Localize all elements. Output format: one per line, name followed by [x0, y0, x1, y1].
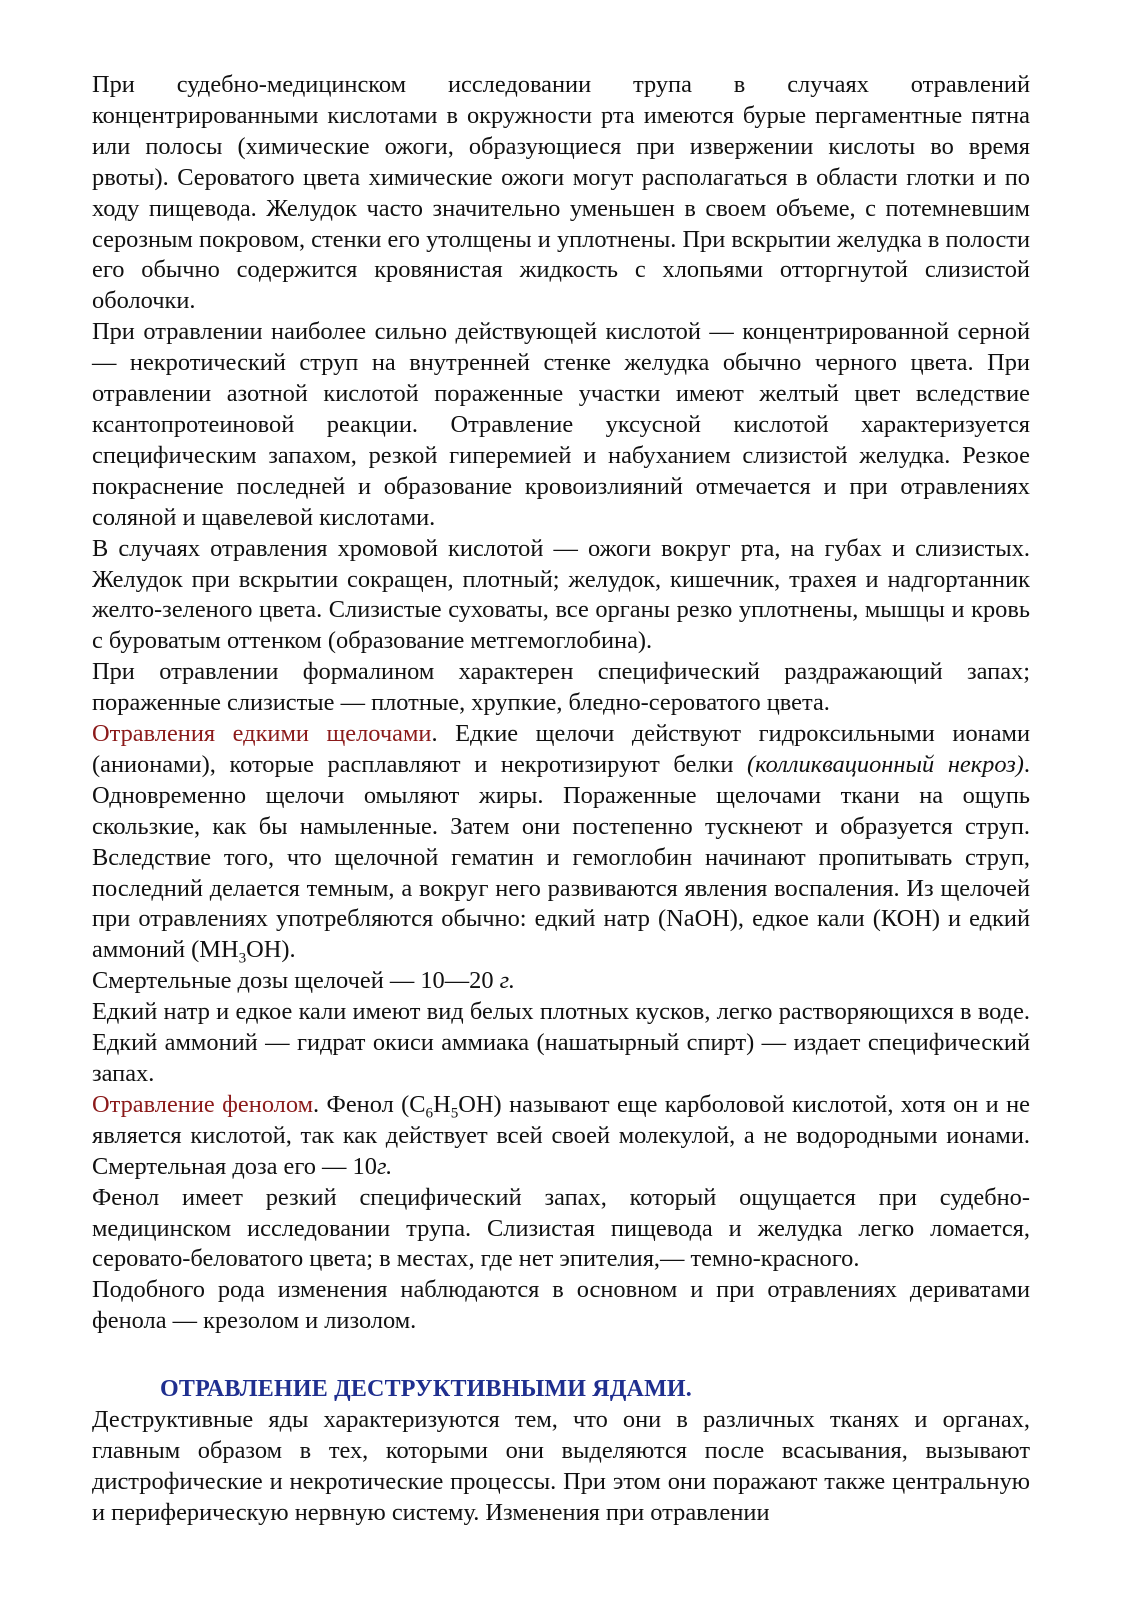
paragraph-formalin: При отравлении формалином характерен специфический раздражающий запах; пораженные слизистые — плотные, хрупкие, бледно-сероватого цвета. — [92, 658, 1030, 717]
italic-term: (колликвационный некроз) — [747, 750, 1024, 778]
section-heading: ОТРАВЛЕНИЕ ДЕСТРУКТИВНЫМИ ЯДАМИ. — [160, 1376, 692, 1403]
italic-unit: г. — [499, 967, 515, 995]
italic-unit: г. — [376, 1152, 393, 1180]
paragraph-caustic-alkalis — [92, 719, 1030, 966]
text-segment: . Одновременно щелочи омыляют жиры. Пораженные щелочами ткани на ощупь скользкие, как бы намыленные. Затем они постепенно тускнеют и образуется струп. Вследствие того, что щелочной гематин и гемоглобин начинают пропитывать струп, последний делается темным, а вокруг него развиваются явления воспаления. Из щелочей при отравлениях употребляются обычно: едкий натр (NaOH), едкое кали (КОН) и едкий аммоний (МН — [92, 750, 1030, 964]
term-phenol-poisoning: Отравление фенолом — [92, 1090, 314, 1118]
subscript: 5 — [450, 1105, 459, 1122]
text-segment: . Фенол (С — [313, 1090, 426, 1118]
paragraph-phenol — [92, 1090, 1030, 1183]
text-segment: ОН). — [246, 936, 296, 964]
paragraph-phenol-derivatives: Подобного рода изменения наблюдаются в основном и при отравлениях дериватами фенола — крезолом и лизолом. — [92, 1276, 1030, 1335]
text-segment: ОН) называют еще карболовой кислотой, хотя он и не является кислотой, так как действует всей своей молекулой, а не водородными ионами. Смертельная доза его — 10 — [92, 1090, 1030, 1180]
paragraph-sulfuric-acid: При отравлении наиболее сильно действующей кислотой — концентрированной серной — некротический струп на внутренней стенке желудка обычно черного цвета. При отравлении азотной кислотой пораженные участки имеют желтый цвет вследствие ксантопротеиновой реакции. Отравление уксусной кислотой характеризуется специфическим запахом, резкой гиперемией и набуханием слизистой желудка. Резкое покраснение последней и образование кровоизлияний отмечается и при отравлениях соляной и щавелевой кислотами. — [92, 318, 1030, 531]
paragraph-destructive-poisons: Деструктивные яды характеризуются тем, что они в различных тканях и органах, главным образом в тех, которыми они выделяются после всасывания, вызывают дистрофические и некротические процессы. При этом они поражают также центральную и периферическую нервную систему. Изменения при отравлении — [92, 1406, 1030, 1526]
document-page — [92, 70, 1030, 1529]
subscript: 3 — [238, 950, 247, 967]
paragraph-caustic-soda: Едкий натр и едкое кали имеют вид белых плотных кусков, легко растворяющихся в воде. Едкий аммоний — гидрат окиси аммиака (нашатырный спирт) — издает специфический запах. — [92, 998, 1030, 1087]
text-segment: . Едкие щелочи действуют гидроксильными ионами (анионами), которые расплавляют и некротизируют белки — [92, 720, 1031, 778]
paragraph-phenol-odor: Фенол имеет резкий специфический запах, который ощущается при судебно-медицинском исследовании трупа. Слизистая пищевода и желудка легко ломается, серовато-беловатого цвета; в местах, где нет эпителия,— темно-красного. — [92, 1183, 1030, 1273]
term-caustic-alkalis: Отравления едкими щелочами — [92, 720, 432, 748]
text-segment: Н — [433, 1090, 451, 1118]
paragraph-acid-autopsy: При судебно-медицинском исследовании трупа в случаях отравлений концентрированными кислотами в окружности рта имеются бурые пергаментные пятна или полосы (химические ожоги, образующиеся при извержении кислоты во время рвоты). Сероватого цвета химические ожоги могут располагаться в области глотки и по ходу пищевода. Желудок часто значительно уменьшен в своем объеме, с потемневшим серозным покровом, стенки его утолщены и уплотнены. При вскрытии желудка в полости его обычно содержится кровянистая жидкость с хлопьями отторгнутой слизистой оболочки. — [92, 71, 1030, 315]
subscript: 6 — [425, 1105, 434, 1122]
paragraph-lethal-dose-alkalis — [92, 966, 1030, 997]
text-segment: Смертельные дозы щелочей — 10—20 — [92, 967, 500, 995]
paragraph-chromic-acid: В случаях отравления хромовой кислотой — ожоги вокруг рта, на губах и слизистых. Желудок при вскрытии сокращен, плотный; желудок, кишечник, трахея и надгортанник желто-зеленого цвета. Слизистые суховаты, все органы резко уплотнены, мышцы и кровь с буроватым оттенком (образование метгемоглобина). — [92, 534, 1030, 655]
